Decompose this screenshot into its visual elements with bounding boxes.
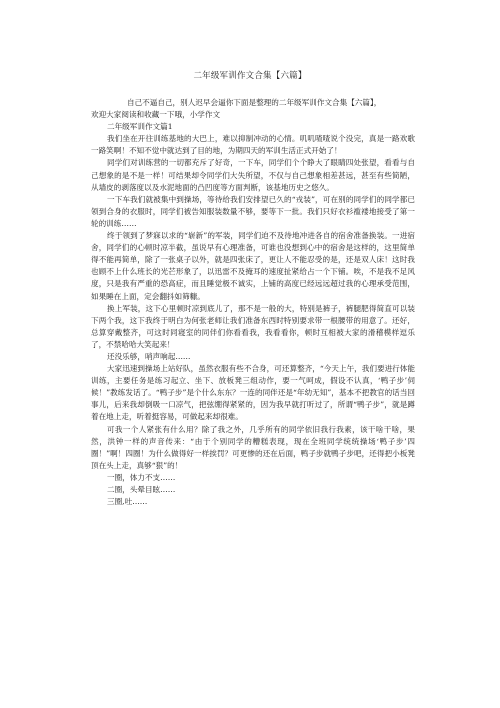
intro-line-2: 欢迎大家阅读和收藏一下哦，小学作文 [91, 110, 221, 120]
paragraph: 终于领到了梦寐以求的“崭新”的军装，同学们迫不及待地冲进各自的宿舍准备换装。一进宿舍，同学们的心顿时凉半截，虽说早有心理准备，可谁也没想到心中的宿舍是这样的，这里简单得不能再简单，除了一张桌子以外，就是四张床了，更让人不能忍受的是，还是双人床！这时我也顾不上什么班长的光芒形象了，以迅雷不及掩耳的速度扯紧给占一个下铺。唉，不是我不足风度，只是我有严重的恐高症，而且睡觉极不诚实，上铺的高度已经远远超过我的心理承受范围，如果睡在上面，定会翻抖如筛糠。 [91, 231, 415, 301]
article-body [91, 97, 415, 508]
page-title: 二年级军训作文合集【六篇】 [193, 71, 307, 81]
paragraph: 我们坐在开往训练基地的大巴上，难以抑制冲动的心情。叽叽喳喳说个没完，真是一路欢歌一路笑啊！不知不觉中就达到了目的地，为期四天的军训生活正式开始了！ [91, 134, 415, 156]
paragraph: 同学们对训练营的一切都充斥了好奇，一下车，同学们个个睁大了眼睛四处张望，看看与自己想象的是不是一样！可结果却令同学们大失所望，不仅与自己想象相差甚远，甚至有些简陋，从墙皮的剥落度以及水泥地面的凸凹度等方面判断，该基地历史之悠久。 [91, 158, 415, 192]
paragraph: 换上军装，这下心里顿时凉到底儿了，那不是一般的大，特别是裤子，裤腿肥得简直可以装下两个我，这下我终于明白为何张老师让我们准备东西时特别要求带一根腰带的用意了。还好，总算穿戴整齐，可这时同寝室的同伴们你看看我，我看看你，顿时互相被大家的滑稽模样逗乐了，不禁哈哈大笑起来！ [91, 303, 415, 349]
section-subtitle: 二年级军训作文篇1 [107, 122, 173, 132]
paragraph: 一下车我们就被集中到操场，等待给我们安排望已久的“戎装”，可在别的同学们的同学都已领到合身的衣服时，同学们被告知服装数量不够，要等下一批。我们只好衣衫褴褛地接受了第一轮的训练…… [91, 194, 415, 228]
short-line: 还没乐够，哨声响起…… [107, 351, 191, 361]
lap-line: 二圈，头晕目眩…… [107, 485, 176, 494]
lap-line: 一圈，体力不支…… [107, 472, 176, 482]
paragraph: 可我一个人紧张有什么用？除了我之外，几乎所有的同学依旧我行我素，该干啥干啥，果然，洪钟一样的声音传来：“由于个别同学的糟糕表现，现在全班同学统统操场‘鸭子步’四圈！”啊！四圈！为什么做得好一样挨罚？可更惨的还在后面，鸭子步就鸭子步吧，还得把小板凳顶在头上走，真够“狠”的！ [91, 424, 415, 470]
paragraph: 大家迅速到操场上站好队，虽然衣服有些不合身，可还算整齐，“今天上午，我们要进行体能训练，主要任务是练习起立、坐下、放板凳三组动作，要一气呵成，假设不认真，‘鸭子步’伺候！”教练发话了。“鸭子步”是个什么东东？一连的同伴还是“年幼无知”，基本不把教官的话当回事儿，后来我却倒吸一口凉气，把弦绷得紧紧的，因为我早就打听过了，所谓“鸭子步”，就是蹲着在地上走，听着挺容易，可做起来却很难。 [91, 364, 415, 422]
intro-line-1: 自己不逼自己，别人迟早会逼你下面是整理的二年级军训作文合集【六篇】， [127, 98, 382, 107]
lap-line: 三圈,吐…… [107, 497, 148, 507]
